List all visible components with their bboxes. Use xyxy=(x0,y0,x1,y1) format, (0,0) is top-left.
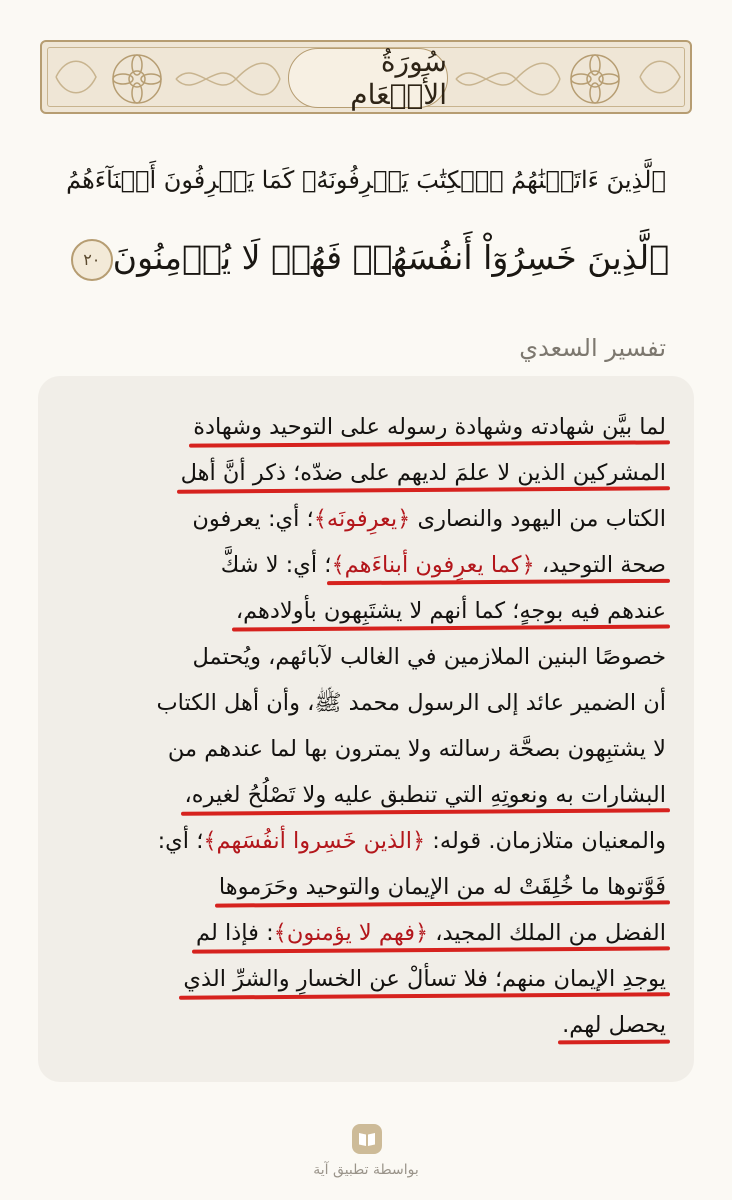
tafsir-line: لا يشتبِهون بصحَّة رسالته ولا يمترون بها لما عندهم من xyxy=(167,736,666,762)
tafsir-line: صحة التوحيد، ﴿كما يعرِفون أبناءَهم﴾؛ أي: لا شكَّ xyxy=(220,552,666,578)
surah-banner xyxy=(40,40,692,114)
tafsir-line: أن الضمير عائد إلى الرسول محمد ﷺ، وأن أهل الكتاب xyxy=(156,690,666,716)
arabesque-ornament-icon xyxy=(172,54,284,104)
floral-scroll-icon xyxy=(636,48,684,106)
tafsir-line xyxy=(58,956,666,1002)
highlight-underline: المشركين الذين لا علمَ لديهم على ضدّه؛ ذكر أنَّ أهل xyxy=(180,460,666,486)
tafsir-card xyxy=(38,376,694,1082)
quran-quote: ﴿كما يعرِفون أبناءَهم﴾ xyxy=(331,552,535,578)
highlight-underline: يحصل لهم. xyxy=(562,1012,666,1038)
quran-quote: ﴿يعرِفونَه﴾ xyxy=(313,506,411,532)
surah-title: سُورَةُ الأَنۡعَامِ xyxy=(350,45,447,111)
arabesque-ornament-icon xyxy=(452,54,564,104)
verse-line-2 xyxy=(40,228,692,288)
tafsir-line xyxy=(58,910,666,956)
tafsir-line: خصوصًا البنين الملازمين في الغالب لآبائهم، ويُحتمل xyxy=(192,644,666,670)
highlight-underline: صحة التوحيد، ﴿كما يعرِفون أبناءَهم﴾ xyxy=(331,552,666,578)
tafsir-text xyxy=(58,404,666,1048)
tafsir-line: الكتاب من اليهود والنصارى ﴿يعرِفونَه﴾؛ أي: يعرفون xyxy=(192,506,666,532)
tafsir-line xyxy=(562,1002,666,1048)
highlight-underline: يوجدِ الإيمان منهم؛ فلا تسألْ عن الخسارِ والشرِّ الذي xyxy=(183,966,666,992)
tafsir-line xyxy=(58,864,666,910)
highlight-underline: فَوَّتوها ما خُلِقَتْ له من الإيمان والتوحيد وحَرَموها xyxy=(218,874,666,900)
surah-title-frame xyxy=(288,45,448,111)
highlight-underline: لما بيَّن شهادته وشهادة رسوله على التوحيد وشهادة xyxy=(193,414,666,440)
rosette-ornament-icon xyxy=(110,52,164,106)
quran-quote: ﴿فهم لا يؤمنون﴾ xyxy=(273,920,429,946)
tafsir-line xyxy=(58,450,666,496)
tafsir-line xyxy=(58,588,666,634)
ayah-number-marker: ٢٠ xyxy=(71,239,113,281)
highlight-underline: عندهم فيه بوجهٍ؛ كما أنهم لا يشتَبِهون بأولادهم، xyxy=(235,598,666,624)
footer-attribution: بواسطة تطبيق آية xyxy=(313,1162,419,1178)
tafsir-heading: تفسير السعدي xyxy=(519,334,666,362)
verse-line-1: ٱلَّذِينَ ءَاتَيۡنَٰهُمُ ٱلۡكِتَٰبَ يَعۡرِفُونَهُۥ كَمَا يَعۡرِفُونَ أَبۡنَآءَهُمُ xyxy=(66,166,666,194)
highlight-underline: البشارات به ونعوتِهِ التي تنطبق عليه ولا تَصْلُحُ لغيره، xyxy=(184,782,666,808)
floral-scroll-icon xyxy=(52,48,100,106)
highlight-underline: الفضل من الملك المجيد، ﴿فهم لا يؤمنون﴾: فإذا لم xyxy=(196,920,666,946)
verse-line-2-text: ٱلَّذِينَ خَسِرُوٓاْ أَنفُسَهُمۡ فَهُمۡ لَا يُؤۡمِنُونَ xyxy=(112,238,670,277)
tafsir-line xyxy=(58,772,666,818)
tafsir-line: والمعنيان متلازمان. قوله: ﴿الذين خَسِروا أنفُسَهم﴾؛ أي: xyxy=(157,828,666,854)
quran-quote: ﴿الذين خَسِروا أنفُسَهم﴾ xyxy=(203,828,426,854)
book-icon xyxy=(352,1124,382,1154)
tafsir-line xyxy=(58,404,666,450)
rosette-ornament-icon xyxy=(568,52,622,106)
